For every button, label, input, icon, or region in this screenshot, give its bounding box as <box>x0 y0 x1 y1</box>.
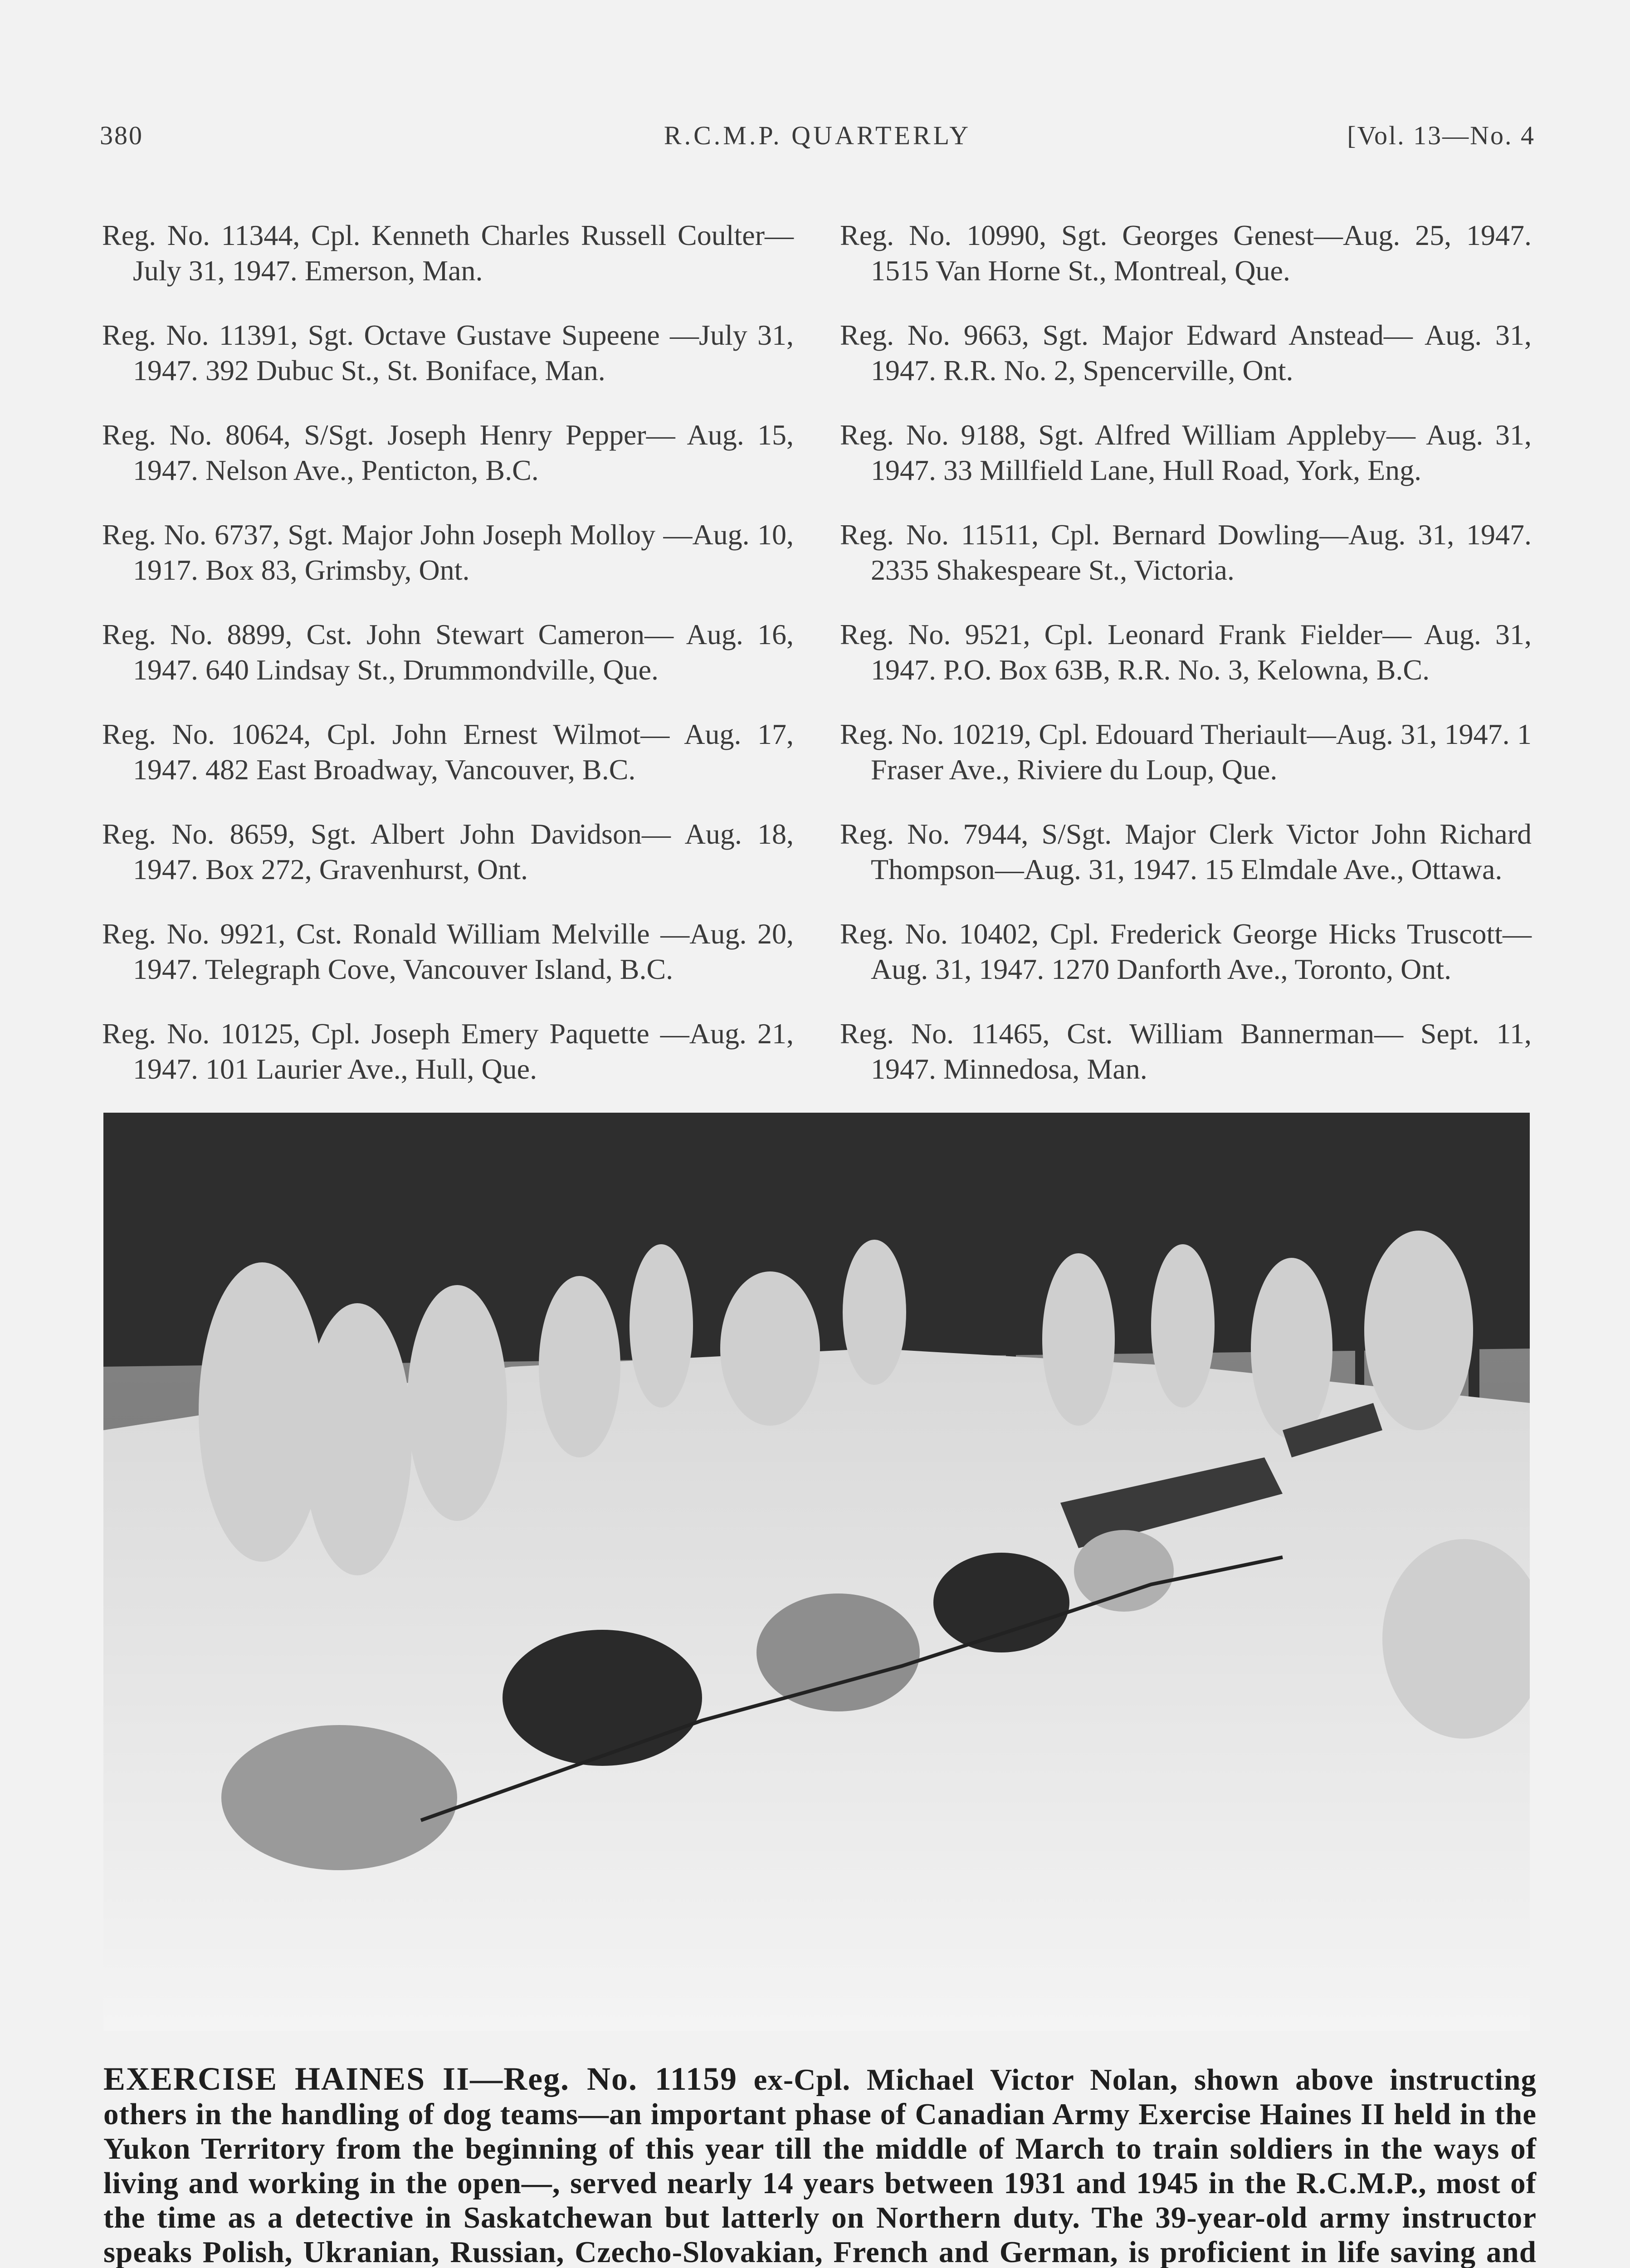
list-item: Reg. No. 9188, Sgt. Alfred William Appleby— Aug. 31, 1947. 33 Millfield Lane, Hull Road, York, Eng. <box>840 419 1532 486</box>
journal-title: R.C.M.P. QUARTERLY <box>664 121 971 150</box>
discharge-list-left-column <box>102 218 794 1094</box>
dog-team-photograph <box>103 1113 1530 2031</box>
list-item: Reg. No. 10402, Cpl. Frederick George Hicks Truscott—Aug. 31, 1947. 1270 Danforth Ave., Toronto, Ont. <box>840 918 1532 985</box>
list-item: Reg. No. 10219, Cpl. Edouard Theriault—Aug. 31, 1947. 1 Fraser Ave., Riviere du Loup, Que. <box>840 718 1532 786</box>
list-item: Reg. No. 10990, Sgt. Georges Genest—Aug. 25, 1947. 1515 Van Horne St., Montreal, Que. <box>840 219 1532 287</box>
list-item: Reg. No. 9521, Cpl. Leonard Frank Fielder— Aug. 31, 1947. P.O. Box 63B, R.R. No. 3, Kelowna, B.C. <box>840 618 1532 686</box>
list-item: Reg. No. 8064, S/Sgt. Joseph Henry Pepper— Aug. 15, 1947. Nelson Ave., Penticton, B.C. <box>102 419 794 486</box>
list-item: Reg. No. 10624, Cpl. John Ernest Wilmot— Aug. 17, 1947. 482 East Broadway, Vancouver, B.C. <box>102 718 794 786</box>
list-item: Reg. No. 9921, Cst. Ronald William Melville —Aug. 20, 1947. Telegraph Cove, Vancouver Island, B.C. <box>102 918 794 985</box>
list-item: Reg. No. 11391, Sgt. Octave Gustave Supeene —July 31, 1947. 392 Dubuc St., St. Boniface, Man. <box>102 319 794 386</box>
discharge-list-right-column <box>840 218 1532 1094</box>
caption-lead: EXERCISE HAINES II—Reg. No. 11159 <box>103 2061 737 2097</box>
page-number: 380 <box>100 121 143 150</box>
photo-caption <box>103 2062 1537 2268</box>
list-item: Reg. No. 11465, Cst. William Bannerman— Sept. 11, 1947. Minnedosa, Man. <box>840 1017 1532 1085</box>
list-item: Reg. No. 8659, Sgt. Albert John Davidson— Aug. 18, 1947. Box 272, Gravenhurst, Ont. <box>102 818 794 885</box>
caption-body: ex-Cpl. Michael Victor Nolan, shown above instructing others in the handling of dog teams—an important phase of Canadian Army Exercise Haines II held in the Yukon Territory from the beginning of this year till the middle of March to train soldiers in the ways of living and working in the open—, served nearly 14 years between 1931 and 1945 in the R.C.M.P., most of the time as a detective in Saskatchewan but latterly on Northern duty. The 39-year-old army instructor speaks Polish, Ukranian, Russian, Czecho-Slovakian, French and German, is proficient in life saving and <box>103 2063 1537 2268</box>
list-item: Reg. No. 9663, Sgt. Major Edward Anstead— Aug. 31, 1947. R.R. No. 2, Spencerville, Ont. <box>840 319 1532 386</box>
running-head <box>100 120 1535 161</box>
list-item: Reg. No. 11344, Cpl. Kenneth Charles Russell Coulter—July 31, 1947. Emerson, Man. <box>102 219 794 287</box>
list-item: Reg. No. 7944, S/Sgt. Major Clerk Victor John Richard Thompson—Aug. 31, 1947. 15 Elmdale Ave., Ottawa. <box>840 818 1532 885</box>
list-item: Reg. No. 11511, Cpl. Bernard Dowling—Aug. 31, 1947. 2335 Shakespeare St., Victoria. <box>840 518 1532 586</box>
list-item: Reg. No. 6737, Sgt. Major John Joseph Molloy —Aug. 10, 1917. Box 83, Grimsby, Ont. <box>102 518 794 586</box>
list-item: Reg. No. 10125, Cpl. Joseph Emery Paquette —Aug. 21, 1947. 101 Laurier Ave., Hull, Que. <box>102 1017 794 1085</box>
list-item: Reg. No. 8899, Cst. John Stewart Cameron— Aug. 16, 1947. 640 Lindsay St., Drummondville, Que. <box>102 618 794 686</box>
volume-issue: [Vol. 13—No. 4 <box>1347 121 1535 150</box>
